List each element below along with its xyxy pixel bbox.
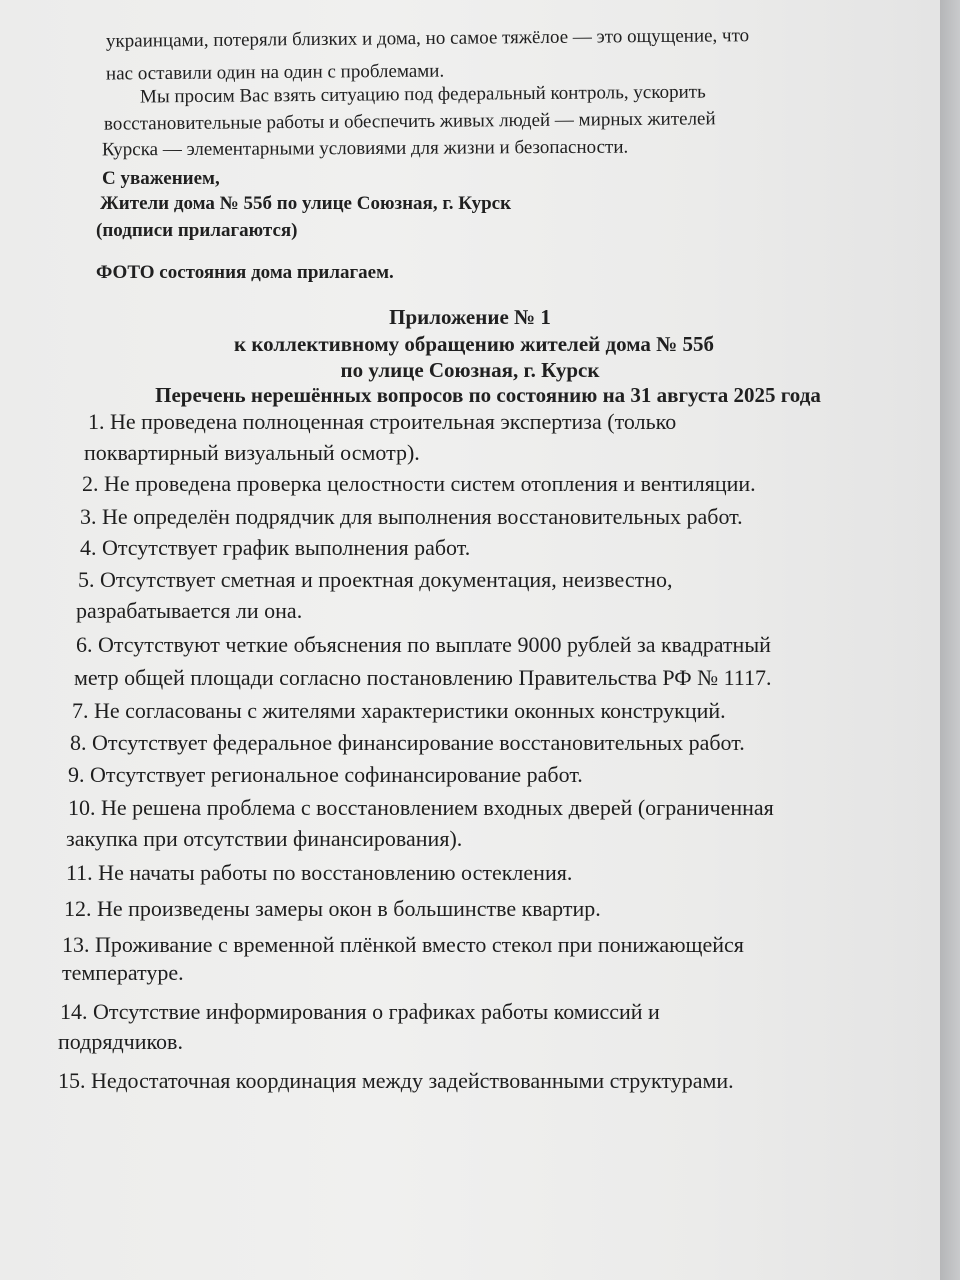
list-item: температуре. <box>62 960 184 985</box>
letter-closing: С уважением, <box>102 168 220 189</box>
list-item: 4. Отсутствует график выполнения работ. <box>80 535 471 560</box>
letter-line: нас оставили один на один с проблемами. <box>105 60 445 85</box>
list-item: метр общей площади согласно постановлению Правительства РФ № 1117. <box>74 665 772 690</box>
list-item: 9. Отсутствует региональное софинансирование работ. <box>68 762 583 787</box>
letter-line: украинцами, потеряли близких и дома, но самое тяжёлое — это ощущение, что <box>105 25 750 52</box>
letter-signature: Жители дома № 55б по улице Союзная, г. Курск <box>100 193 512 214</box>
appendix-list-heading: Перечень нерешённых вопросов по состоянию на 31 августа 2025 года <box>155 383 821 407</box>
signatures-note: (подписи прилагаются) <box>96 220 298 241</box>
list-item: 3. Не определён подрядчик для выполнения восстановительных работ. <box>80 504 743 529</box>
list-item: 11. Не начаты работы по восстановлению остекления. <box>66 860 573 885</box>
list-item: 10. Не решена проблема с восстановлением входных дверей (ограниченная <box>68 795 774 820</box>
photo-note: ФОТО состояния дома прилагаем. <box>96 262 394 283</box>
letter-line: восстановительные работы и обеспечить живых людей — мирных жителей <box>103 108 716 135</box>
list-item: 1. Не проведена полноценная строительная экспертиза (только <box>88 409 677 434</box>
letter-line: Мы просим Вас взять ситуацию под федеральный контроль, ускорить <box>139 81 706 108</box>
list-item: подрядчиков. <box>58 1029 183 1054</box>
list-item: 13. Проживание с временной плёнкой вместо стекол при понижающейся <box>62 932 744 957</box>
list-item: 6. Отсутствуют четкие объяснения по выплате 9000 рублей за квадратный <box>76 632 771 657</box>
paper-edge-background <box>940 0 960 1280</box>
list-item: 12. Не произведены замеры окон в большинстве квартир. <box>64 896 601 921</box>
list-item: 15. Недостаточная координация между задействованными структурами. <box>58 1068 734 1093</box>
appendix-address: по улице Союзная, г. Курск <box>340 358 600 382</box>
list-item: 5. Отсутствует сметная и проектная документация, неизвестно, <box>78 567 673 592</box>
letter-line: Курска — элементарными условиями для жизни и безопасности. <box>101 136 629 161</box>
list-item: разрабатывается ли она. <box>76 598 303 623</box>
list-item: поквартирный визуальный осмотр). <box>84 440 420 465</box>
list-item: закупка при отсутствии финансирования). <box>66 826 463 851</box>
list-item: 14. Отсутствие информирования о графиках работы комиссий и <box>60 999 660 1024</box>
list-item: 7. Не согласованы с жителями характеристики оконных конструкций. <box>72 698 726 723</box>
list-item: 2. Не проведена проверка целостности систем отопления и вентиляции. <box>82 471 756 496</box>
list-item: 8. Отсутствует федеральное финансирование восстановительных работ. <box>70 730 745 755</box>
appendix-title: Приложение № 1 <box>389 305 551 329</box>
appendix-subtitle: к коллективному обращению жителей дома № 55б <box>233 332 715 356</box>
